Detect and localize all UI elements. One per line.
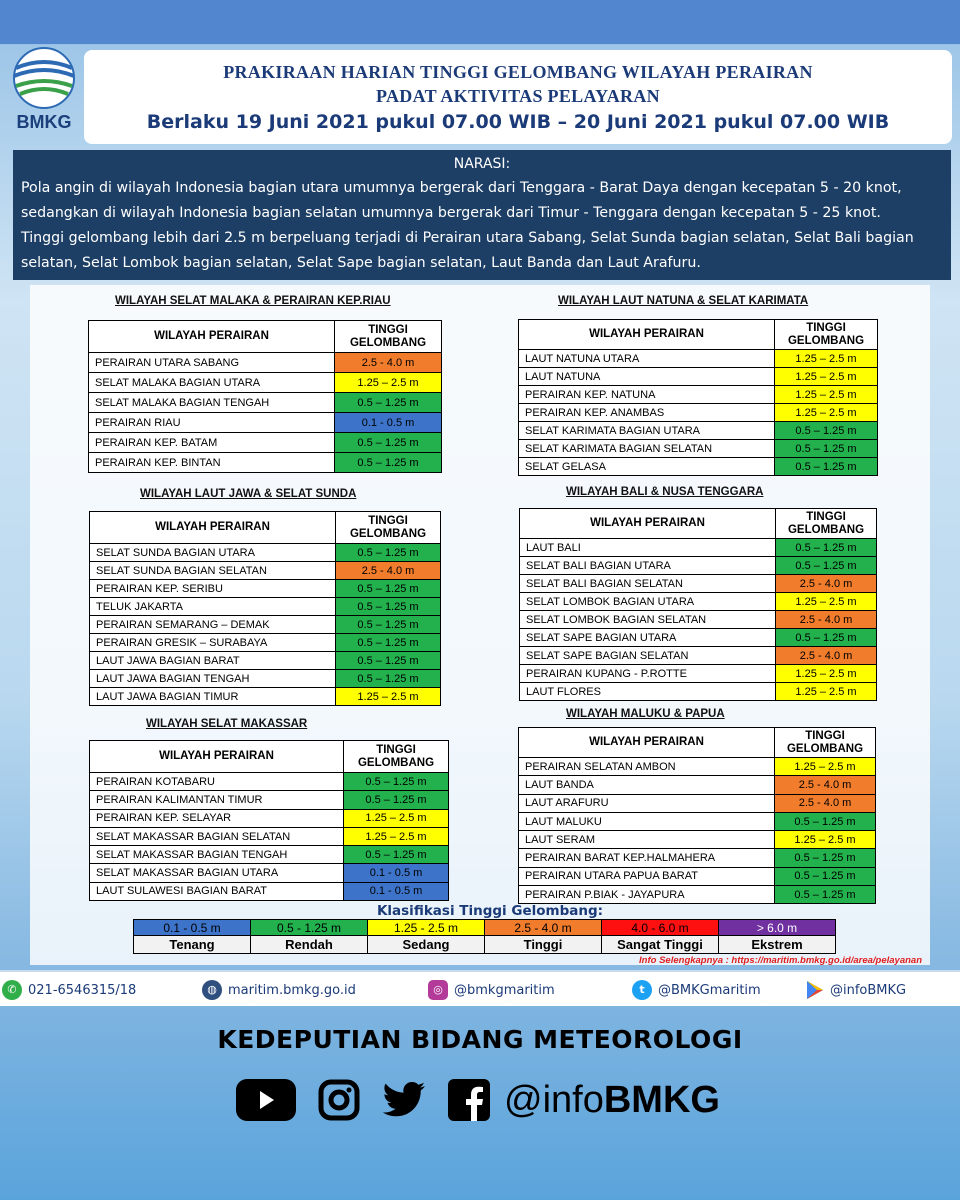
table-row — [90, 580, 441, 598]
region-name: SELAT BALI BAGIAN UTARA — [520, 557, 776, 575]
wave-height: 1.25 – 2.5 m — [776, 683, 877, 701]
header-wilayah: WILAYAH PERAIRAN — [519, 728, 775, 758]
header-box — [84, 50, 952, 144]
table-row — [90, 882, 449, 900]
region-name: PERAIRAN BARAT KEP.HALMAHERA — [519, 849, 775, 867]
section-title-jawa: WILAYAH LAUT JAWA & SELAT SUNDA — [140, 488, 357, 500]
region-name: SELAT MAKASSAR BAGIAN UTARA — [90, 864, 344, 882]
legend-title: Klasifikasi Tinggi Gelombang: — [376, 903, 604, 919]
legend-label-tinggi: Tinggi — [485, 936, 602, 954]
wave-height: 1.25 – 2.5 m — [344, 827, 449, 845]
wave-height: 2.5 - 4.0 m — [775, 794, 876, 812]
contact-website[interactable] — [202, 980, 356, 1000]
narasi-line: Tinggi gelombang lebih dari 2.5 m berpeluang terjadi di Perairan utara Sabang, Selat Sunda bagian selatan, Selat Bali bagian — [21, 230, 914, 246]
title-line-1: PRAKIRAAN HARIAN TINGGI GELOMBANG WILAYAH PERAIRAN — [223, 62, 813, 82]
region-name: LAUT ARAFURU — [519, 794, 775, 812]
region-name: TELUK JAKARTA — [90, 598, 336, 616]
table-row — [519, 849, 876, 867]
bmkg-logo — [8, 46, 80, 138]
region-name: PERAIRAN SELATAN AMBON — [519, 758, 775, 776]
region-name: SELAT SAPE BAGIAN SELATAN — [520, 647, 776, 665]
table-header-row — [89, 321, 442, 353]
footer-title: KEDEPUTIAN BIDANG METEOROLOGI — [217, 1025, 743, 1054]
contact-twitter[interactable] — [632, 980, 761, 1000]
youtube-icon[interactable] — [236, 1079, 296, 1121]
wave-height: 1.25 – 2.5 m — [335, 373, 442, 393]
section-title-maluku: WILAYAH MALUKU & PAPUA — [566, 708, 725, 720]
header-tinggi — [776, 509, 877, 539]
twitter-icon: t — [632, 980, 652, 1000]
narasi-title: NARASI: — [453, 156, 511, 172]
region-name: PERAIRAN UTARA SABANG — [89, 353, 335, 373]
table-row — [520, 647, 877, 665]
region-name: PERAIRAN KUPANG - P.ROTTE — [520, 665, 776, 683]
section-title-malaka: WILAYAH SELAT MALAKA & PERAIRAN KEP.RIAU — [115, 295, 391, 307]
table-row — [520, 683, 877, 701]
header-tinggi-line2: GELOMBANG — [787, 523, 865, 536]
legend-label-sangat-tinggi: Sangat Tinggi — [602, 936, 719, 954]
table-row — [520, 557, 877, 575]
legend-label-row — [134, 936, 836, 954]
header-tinggi — [336, 512, 441, 544]
table-header-row — [90, 741, 449, 773]
header-tinggi-line1: TINGGI — [805, 729, 845, 742]
twitter-text: @BMKGmaritim — [658, 982, 761, 998]
phone-icon: ✆ — [2, 980, 22, 1000]
legend-label-ekstrem: Ekstrem — [719, 936, 836, 954]
table-row — [519, 458, 878, 476]
wave-height: 2.5 - 4.0 m — [335, 353, 442, 373]
bmkg-logo-icon — [8, 46, 80, 110]
region-name: PERAIRAN RIAU — [89, 413, 335, 433]
region-name: PERAIRAN SEMARANG – DEMAK — [90, 616, 336, 634]
instagram-icon[interactable] — [318, 1079, 360, 1121]
region-name: PERAIRAN UTARA PAPUA BARAT — [519, 867, 775, 885]
legend-range-sangat-tinggi: 4.0 - 6.0 m — [602, 920, 719, 936]
globe-icon: ◍ — [202, 980, 222, 1000]
header-tinggi-line1: TINGGI — [368, 323, 408, 336]
wave-height: 0.5 – 1.25 m — [336, 634, 441, 652]
wave-height: 0.5 – 1.25 m — [344, 773, 449, 791]
table-row — [520, 539, 877, 557]
region-name: PERAIRAN KALIMANTAN TIMUR — [90, 791, 344, 809]
wave-height: 1.25 – 2.5 m — [775, 368, 878, 386]
header-tinggi — [775, 728, 876, 758]
table-bali — [519, 508, 877, 701]
region-name: LAUT BALI — [520, 539, 776, 557]
wave-height: 0.5 – 1.25 m — [776, 557, 877, 575]
wave-height: 0.5 – 1.25 m — [335, 453, 442, 473]
legend-range-tenang: 0.1 - 0.5 m — [134, 920, 251, 936]
region-name: SELAT SAPE BAGIAN UTARA — [520, 629, 776, 647]
table-row — [520, 593, 877, 611]
wave-height: 1.25 – 2.5 m — [336, 688, 441, 706]
header-wilayah: WILAYAH PERAIRAN — [90, 512, 336, 544]
wave-height: 1.25 – 2.5 m — [775, 386, 878, 404]
region-name: LAUT JAWA BAGIAN BARAT — [90, 652, 336, 670]
section-title-bali: WILAYAH BALI & NUSA TENGGARA — [566, 486, 764, 498]
wave-height: 0.5 – 1.25 m — [775, 812, 876, 830]
table-row — [520, 665, 877, 683]
table-header-row — [90, 512, 441, 544]
wave-height: 1.25 – 2.5 m — [775, 350, 878, 368]
table-row — [90, 652, 441, 670]
table-row — [90, 688, 441, 706]
wave-height: 0.5 – 1.25 m — [336, 670, 441, 688]
header-tinggi-line1: TINGGI — [806, 321, 846, 334]
table-row — [89, 413, 442, 433]
table-row — [89, 373, 442, 393]
wave-height: 0.5 – 1.25 m — [344, 846, 449, 864]
table-row — [89, 393, 442, 413]
region-name: SELAT BALI BAGIAN SELATAN — [520, 575, 776, 593]
playstore-text: @infoBMKG — [830, 982, 907, 998]
region-name: PERAIRAN KEP. SELAYAR — [90, 809, 344, 827]
table-maluku — [518, 727, 876, 904]
table-row — [519, 386, 878, 404]
wave-height: 2.5 - 4.0 m — [336, 562, 441, 580]
table-row — [90, 809, 449, 827]
wave-height: 0.5 – 1.25 m — [336, 616, 441, 634]
contact-instagram[interactable] — [428, 980, 555, 1000]
region-name: SELAT MAKASSAR BAGIAN TENGAH — [90, 846, 344, 864]
region-name: PERAIRAN KEP. SERIBU — [90, 580, 336, 598]
region-name: SELAT KARIMATA BAGIAN SELATAN — [519, 440, 775, 458]
region-name: LAUT JAWA BAGIAN TENGAH — [90, 670, 336, 688]
wave-height: 0.1 - 0.5 m — [344, 864, 449, 882]
wave-height: 0.5 – 1.25 m — [336, 544, 441, 562]
wave-height: 1.25 – 2.5 m — [344, 809, 449, 827]
table-row — [519, 758, 876, 776]
region-name: SELAT SUNDA BAGIAN SELATAN — [90, 562, 336, 580]
region-name: SELAT MAKASSAR BAGIAN SELATAN — [90, 827, 344, 845]
region-name: LAUT NATUNA — [519, 368, 775, 386]
wave-height: 0.5 – 1.25 m — [775, 849, 876, 867]
section-title-makassar: WILAYAH SELAT MAKASSAR — [146, 718, 308, 730]
header-tinggi-line2: GELOMBANG — [357, 756, 435, 769]
wave-height: 1.25 – 2.5 m — [776, 593, 877, 611]
table-row — [90, 773, 449, 791]
region-name: PERAIRAN KOTABARU — [90, 773, 344, 791]
narasi-box — [13, 150, 951, 280]
region-name: SELAT MALAKA BAGIAN UTARA — [89, 373, 335, 393]
section-title-natuna: WILAYAH LAUT NATUNA & SELAT KARIMATA — [558, 295, 809, 307]
region-name: LAUT SULAWESI BAGIAN BARAT — [90, 882, 344, 900]
table-row — [519, 886, 876, 904]
legend-range-ekstrem: > 6.0 m — [719, 920, 836, 936]
header-wilayah: WILAYAH PERAIRAN — [520, 509, 776, 539]
wave-height: 0.5 – 1.25 m — [344, 791, 449, 809]
instagram-text: @bmkgmaritim — [454, 982, 555, 998]
playstore-icon — [806, 980, 824, 1000]
region-name: LAUT FLORES — [520, 683, 776, 701]
table-row — [519, 368, 878, 386]
table-row — [519, 350, 878, 368]
header-wilayah: WILAYAH PERAIRAN — [89, 321, 335, 353]
table-row — [520, 611, 877, 629]
top-bar — [0, 0, 960, 44]
table-row — [89, 453, 442, 473]
logo-text: BMKG — [16, 112, 72, 132]
table-row — [90, 846, 449, 864]
region-name: LAUT JAWA BAGIAN TIMUR — [90, 688, 336, 706]
header-tinggi-line1: TINGGI — [376, 743, 416, 756]
region-name: LAUT SERAM — [519, 831, 775, 849]
wave-height: 1.25 – 2.5 m — [775, 831, 876, 849]
legend-table — [133, 919, 836, 954]
header-tinggi — [775, 320, 878, 350]
wave-height: 2.5 - 4.0 m — [775, 776, 876, 794]
handle-bold: BMKG — [603, 1078, 720, 1121]
region-name: SELAT LOMBOK BAGIAN UTARA — [520, 593, 776, 611]
table-row — [90, 544, 441, 562]
wave-height: 2.5 - 4.0 m — [776, 611, 877, 629]
narasi-line: Pola angin di wilayah Indonesia bagian utara umumnya bergerak dari Tenggara - Barat Daya dengan kecepatan 5 - 20 knot, — [21, 180, 902, 196]
legend-label-rendah: Rendah — [251, 936, 368, 954]
contact-bar — [0, 970, 960, 1006]
table-row — [90, 670, 441, 688]
table-jawa — [89, 511, 441, 706]
instagram-icon: ◎ — [428, 980, 448, 1000]
table-header-row — [519, 728, 876, 758]
legend-range-rendah: 0.5 - 1.25 m — [251, 920, 368, 936]
table-row — [90, 864, 449, 882]
region-name: PERAIRAN KEP. BATAM — [89, 433, 335, 453]
wave-height: 2.5 - 4.0 m — [776, 575, 877, 593]
table-row — [520, 629, 877, 647]
region-name: LAUT NATUNA UTARA — [519, 350, 775, 368]
wave-height: 1.25 – 2.5 m — [775, 758, 876, 776]
wave-height: 0.5 – 1.25 m — [336, 598, 441, 616]
wave-height: 0.5 – 1.25 m — [775, 886, 876, 904]
social-handle[interactable] — [504, 1079, 720, 1122]
wave-height: 0.5 – 1.25 m — [336, 652, 441, 670]
table-row — [519, 440, 878, 458]
table-row — [520, 575, 877, 593]
region-name: PERAIRAN KEP. ANAMBAS — [519, 404, 775, 422]
table-row — [519, 776, 876, 794]
header-tinggi-line2: GELOMBANG — [349, 336, 427, 349]
table-row — [89, 433, 442, 453]
table-header-row — [520, 509, 877, 539]
header-tinggi-line1: TINGGI — [806, 510, 846, 523]
legend-label-tenang: Tenang — [134, 936, 251, 954]
region-name: PERAIRAN KEP. BINTAN — [89, 453, 335, 473]
wave-height: 0.5 – 1.25 m — [776, 539, 877, 557]
table-row — [519, 867, 876, 885]
contact-playstore[interactable] — [806, 980, 906, 1000]
table-row — [90, 616, 441, 634]
table-row — [519, 422, 878, 440]
region-name: LAUT BANDA — [519, 776, 775, 794]
legend-label-sedang: Sedang — [368, 936, 485, 954]
table-row — [90, 827, 449, 845]
title-line-2: PADAT AKTIVITAS PELAYARAN — [376, 86, 660, 106]
table-makassar — [89, 740, 449, 901]
header-tinggi-line2: GELOMBANG — [349, 527, 427, 540]
table-row — [90, 634, 441, 652]
region-name: SELAT SUNDA BAGIAN UTARA — [90, 544, 336, 562]
table-row — [519, 794, 876, 812]
table-row — [90, 562, 441, 580]
phone-text: 021-6546315/18 — [28, 982, 137, 998]
legend-range-sedang: 1.25 - 2.5 m — [368, 920, 485, 936]
header-wilayah: WILAYAH PERAIRAN — [519, 320, 775, 350]
wave-height: 0.5 – 1.25 m — [775, 458, 878, 476]
table-malaka — [88, 320, 442, 473]
header-wilayah: WILAYAH PERAIRAN — [90, 741, 344, 773]
table-header-row — [519, 320, 878, 350]
wave-height: 0.5 – 1.25 m — [335, 393, 442, 413]
header-tinggi-line2: GELOMBANG — [786, 742, 864, 755]
legend-range-row — [134, 920, 836, 936]
legend-range-tinggi: 2.5 - 4.0 m — [485, 920, 602, 936]
table-row — [519, 404, 878, 422]
region-name: SELAT GELASA — [519, 458, 775, 476]
region-name: SELAT MALAKA BAGIAN TENGAH — [89, 393, 335, 413]
wave-height: 0.1 - 0.5 m — [344, 882, 449, 900]
website-text: maritim.bmkg.go.id — [228, 982, 356, 998]
wave-height: 0.1 - 0.5 m — [335, 413, 442, 433]
wave-height: 1.25 – 2.5 m — [776, 665, 877, 683]
narasi-line: selatan, Selat Lombok bagian selatan, Selat Sape bagian selatan, Laut Banda dan Laut Arafuru. — [21, 255, 701, 271]
wave-height: 1.25 – 2.5 m — [775, 404, 878, 422]
contact-phone[interactable] — [2, 980, 136, 1000]
validity-period: Berlaku 19 Juni 2021 pukul 07.00 WIB – 20 Juni 2021 pukul 07.00 WIB — [146, 111, 890, 133]
facebook-icon[interactable] — [448, 1079, 490, 1121]
region-name: PERAIRAN P.BIAK - JAYAPURA — [519, 886, 775, 904]
wave-height: 0.5 – 1.25 m — [775, 422, 878, 440]
header-tinggi-line1: TINGGI — [368, 514, 408, 527]
region-name: SELAT KARIMATA BAGIAN UTARA — [519, 422, 775, 440]
region-name: LAUT MALUKU — [519, 812, 775, 830]
region-name: PERAIRAN KEP. NATUNA — [519, 386, 775, 404]
table-row — [89, 353, 442, 373]
narasi-line: sedangkan di wilayah Indonesia bagian selatan umumnya bergerak dari Timur - Tenggara dengan kecepatan 5 - 25 knot. — [21, 205, 881, 221]
handle-prefix: @info — [504, 1078, 604, 1121]
twitter-icon[interactable] — [382, 1081, 426, 1119]
header-tinggi-line2: GELOMBANG — [787, 334, 865, 347]
table-natuna — [518, 319, 878, 476]
region-name: SELAT LOMBOK BAGIAN SELATAN — [520, 611, 776, 629]
info-link[interactable]: Info Selengkapnya : https://maritim.bmkg.go.id/area/pelayanan — [639, 955, 922, 966]
wave-height: 0.5 – 1.25 m — [336, 580, 441, 598]
wave-height: 0.5 – 1.25 m — [775, 440, 878, 458]
table-row — [519, 831, 876, 849]
social-row — [236, 1075, 720, 1125]
wave-height: 0.5 – 1.25 m — [335, 433, 442, 453]
wave-height: 0.5 – 1.25 m — [775, 867, 876, 885]
table-row — [90, 598, 441, 616]
table-row — [519, 812, 876, 830]
header-tinggi — [344, 741, 449, 773]
region-name: PERAIRAN GRESIK – SURABAYA — [90, 634, 336, 652]
wave-height: 2.5 - 4.0 m — [776, 647, 877, 665]
table-row — [90, 791, 449, 809]
header-tinggi — [335, 321, 442, 353]
wave-height: 0.5 – 1.25 m — [776, 629, 877, 647]
